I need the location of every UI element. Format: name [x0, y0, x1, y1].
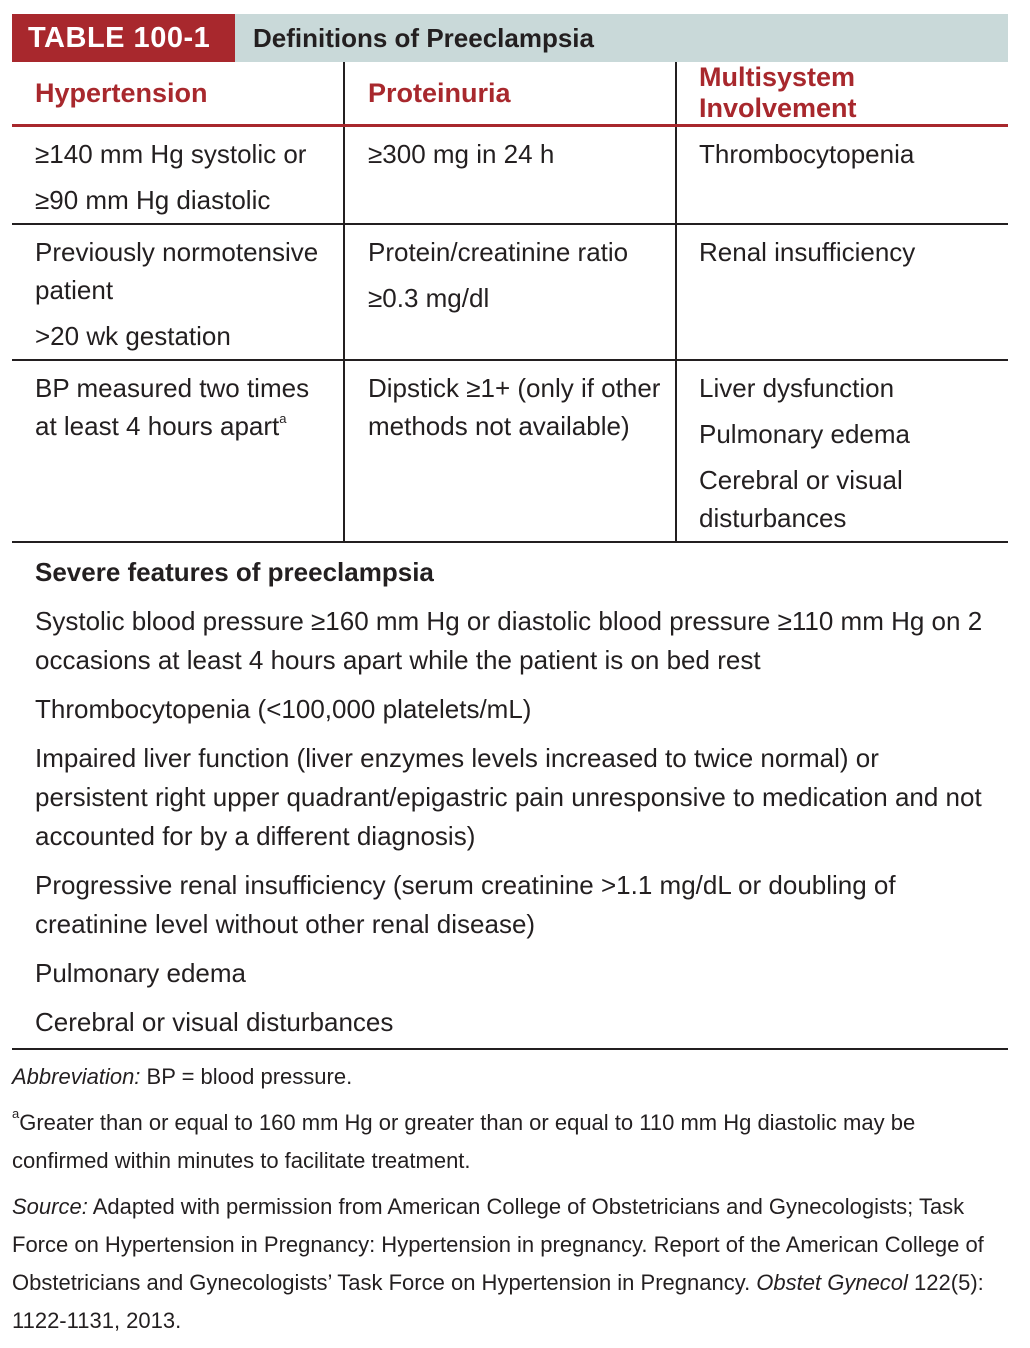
- footnote: [12, 1104, 1008, 1180]
- footnote-text: Greater than or equal to 160 mm Hg or greater than or equal to 110 mm Hg diastolic may be confirmed within minutes to facilitate treatment.: [12, 1110, 916, 1173]
- cell-line: Renal insufficiency: [699, 237, 916, 267]
- cell-text: BP measured two times at least 4 hours apart: [35, 373, 310, 441]
- cell-line: Dipstick ≥1+ (only if other methods not available): [368, 373, 661, 441]
- table-row: [12, 360, 1008, 542]
- cell-line: ≥140 mm Hg systolic or: [35, 139, 307, 169]
- cell-line: ≥0.3 mg/dl: [368, 283, 490, 313]
- cell-line: Previously normotensive patient: [35, 237, 319, 305]
- cell-line: >20 wk gestation: [35, 321, 231, 351]
- table-cell: [344, 224, 676, 360]
- table-row: [12, 224, 1008, 360]
- table-cell: [12, 126, 344, 225]
- abbreviation-text: BP = blood pressure.: [140, 1064, 353, 1089]
- severe-features-section: [12, 543, 1008, 1050]
- abbreviation-note: [12, 1058, 1008, 1096]
- cell-line: ≥300 mg in 24 h: [368, 139, 555, 169]
- table-notes: [12, 1050, 1008, 1340]
- table-title: Definitions of Preeclampsia: [253, 22, 594, 53]
- cell-line-with-footnote: [35, 369, 335, 445]
- severe-feature-item: Cerebral or visual disturbances: [35, 1007, 394, 1037]
- cell-line: Protein/creatinine ratio: [368, 237, 629, 267]
- header-row: [12, 62, 1008, 126]
- table-number-badge: TABLE 100-1: [12, 14, 235, 62]
- severe-features-title: Severe features of preeclampsia: [35, 557, 434, 587]
- column-header-proteinuria: Proteinuria: [344, 62, 676, 126]
- source-label: Source:: [12, 1194, 88, 1219]
- table-document: [12, 14, 1008, 1348]
- table-cell: [12, 360, 344, 542]
- abbreviation-label: Abbreviation:: [12, 1064, 141, 1089]
- source-citation: 122(5): 1122-1131, 2013.: [12, 1270, 984, 1333]
- table-cell: [676, 360, 1008, 542]
- cell-line: Liver dysfunction: [699, 373, 895, 403]
- cell-line: ≥90 mm Hg diastolic: [35, 185, 271, 215]
- table-cell: [344, 360, 676, 542]
- severe-feature-item: Impaired liver function (liver enzymes levels increased to twice normal) or persistent right upper quadrant/epigastric pain unresponsive to medication and not accounted for by a different diagnosis): [35, 743, 982, 851]
- table-cell: [676, 224, 1008, 360]
- table-row: [12, 126, 1008, 225]
- source-text: Adapted with permission from American College of Obstetricians and Gynecologists; Task Force on Hypertension in Pregnancy: Hypertension in pregnancy. Report of the American College of Obstetricians and Gynecologists’ Task Force on Hypertension in Pregnancy.: [12, 1194, 984, 1295]
- cell-line: Cerebral or visual disturbances: [699, 465, 903, 533]
- table-cell: [344, 126, 676, 225]
- table-cell: [12, 224, 344, 360]
- definitions-table: [12, 62, 1008, 543]
- source-note: [12, 1188, 1008, 1340]
- cell-line: Pulmonary edema: [699, 419, 910, 449]
- severe-feature-item: Pulmonary edema: [35, 958, 246, 988]
- severe-feature-item: Thrombocytopenia (<100,000 platelets/mL): [35, 694, 532, 724]
- footnote-marker: a: [12, 1106, 20, 1121]
- table-cell: [676, 126, 1008, 225]
- column-header-hypertension: Hypertension: [12, 62, 344, 126]
- severe-feature-item: Systolic blood pressure ≥160 mm Hg or diastolic blood pressure ≥110 mm Hg on 2 occasions at least 4 hours apart while the patient is on bed rest: [35, 606, 983, 675]
- footnote-marker: a: [279, 411, 287, 426]
- severe-feature-item: Progressive renal insufficiency (serum creatinine >1.1 mg/dL or doubling of creatinine level without other renal disease): [35, 870, 896, 939]
- table-title-bar: [12, 14, 1008, 62]
- source-journal: Obstet Gynecol: [756, 1270, 908, 1295]
- column-header-multisystem: Multisystem Involvement: [676, 62, 1008, 126]
- cell-line: Thrombocytopenia: [699, 139, 915, 169]
